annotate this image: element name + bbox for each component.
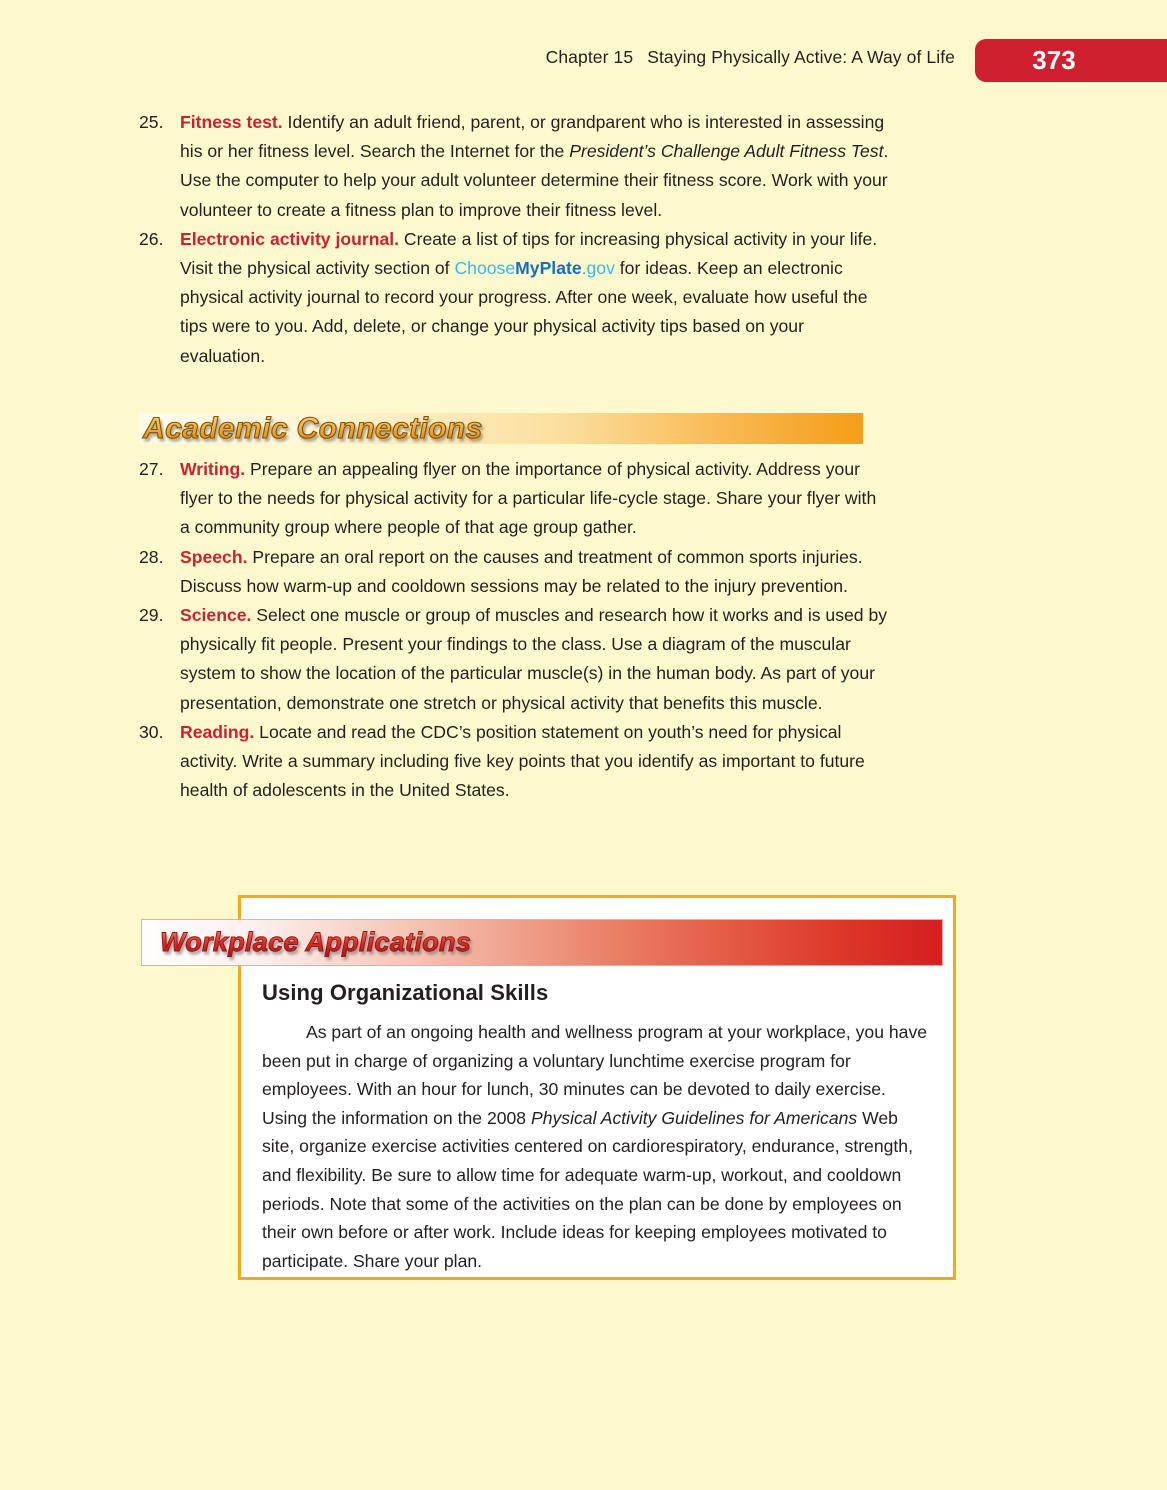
list-item-label: Electronic activity journal. [180,228,400,249]
running-head-title: Staying Physically Active: A Way of Life [647,47,955,67]
wa-body-after-italic: Web site, organize exercise activities centered on cardiorespiratory, endurance, strength, and flexibility. Be sure to allow time for adequate warm-up, workout, and cooldown periods. Note that some of the activities on the plan can be done by employees on their own before or after work. Include ideas for keeping employees motivated to participate. Share your plan. [262,1107,913,1271]
academic-connections-list [139,455,889,805]
list-item-text-before-italic: Identify an adult friend, parent, or grandparent who is interested in assessing his or her fitness level. Search the Internet for the [180,112,885,162]
activities-list [139,108,889,371]
url-link-part-choose[interactable]: Choose [454,258,516,279]
workplace-applications-content [262,980,932,1275]
list-item-label: Fitness test. [180,112,283,132]
list-item-text-after-url: for ideas. Keep an electronic physical activity journal to record your progress. After one week, evaluate how useful the tips were to you. Add, delete, or change your physical activity tips based on your evaluation. [180,258,868,366]
list-item-label: Speech. [180,546,248,567]
list-item-number: 25. [139,112,164,132]
list-item-text: Prepare an oral report on the causes and treatment of common sports injuries. Discuss how warm-up and cooldown sessions may be related to the injury prevention. [180,546,863,596]
list-item-italic-title: President’s Challenge Adult Fitness Test [569,141,884,162]
list-item-text-before-url: Create a list of tips for increasing physical activity in your life. Visit the physical activity section of [180,228,878,279]
list-item-text: Prepare an appealing flyer on the importance of physical activity. Address your flyer to the needs for physical activity for a particular life-cycle stage. Share your flyer with a community group where people of that age group gather. [180,459,877,538]
academic-connections-header [139,410,863,448]
list-item-body [180,718,889,806]
list-item-number: 26. [139,228,164,249]
list-item [139,601,889,718]
workplace-applications-banner [141,919,943,966]
list-item [139,455,889,543]
workplace-applications-body [262,1018,932,1275]
workplace-applications-title: Workplace Applications [160,924,471,960]
list-item-body [180,543,889,601]
list-item [139,718,889,806]
running-head [546,47,955,68]
list-item-number: 29. [139,605,164,626]
workplace-applications-heading: Using Organizational Skills [262,980,549,1005]
list-item-text: Locate and read the CDC’s position statement on youth’s need for physical activity. Write a summary including five key points that you identify as important to future health of adolescents in the United States. [180,721,865,801]
url-link-part-myplate[interactable]: MyPlate [515,258,582,279]
wa-body-italic-title: Physical Activity Guidelines for Americans [530,1107,858,1128]
list-item-number: 28. [139,546,164,567]
list-item-text: Select one muscle or group of muscles and research how it works and is used by physically fit people. Present your findings to the class. Use a diagram of the muscular system to show the location of the particular muscle(s) in the human body. As part of your presentation, demonstrate one stretch or physical activity that benefits this muscle. [180,605,888,713]
list-item-label: Reading. [180,721,255,742]
page-number-block [975,39,1167,82]
page-header [0,0,1167,92]
url-link-part-gov[interactable]: .gov [581,258,615,279]
list-item-number: 27. [139,459,164,479]
list-item [139,108,889,225]
academic-connections-title: Academic Connections [139,410,497,448]
list-item-text-after-italic: . Use the computer to help your adult volunteer determine their fitness score. Work with your volunteer to create a fitness plan to improve their fitness level. [180,141,889,220]
page-number: 373 [1032,45,1076,75]
list-item-body [180,108,889,225]
list-item-number: 30. [139,721,164,742]
wa-body-before-italic: As part of an ongoing health and wellness program at your workplace, you have been put in charge of organizing a voluntary lunchtime exercise program for employees. With an hour for lunch, 30 minutes can be devoted to daily exercise. Using the information on the 2008 [262,1022,928,1128]
running-head-chapter: Chapter 15 [545,47,634,67]
list-item-label: Writing. [180,459,246,479]
list-item [139,225,889,371]
list-item-body [180,225,889,371]
list-item-body [180,601,889,718]
list-item-body [180,455,889,543]
list-item-label: Science. [180,605,252,626]
list-item [139,543,889,601]
